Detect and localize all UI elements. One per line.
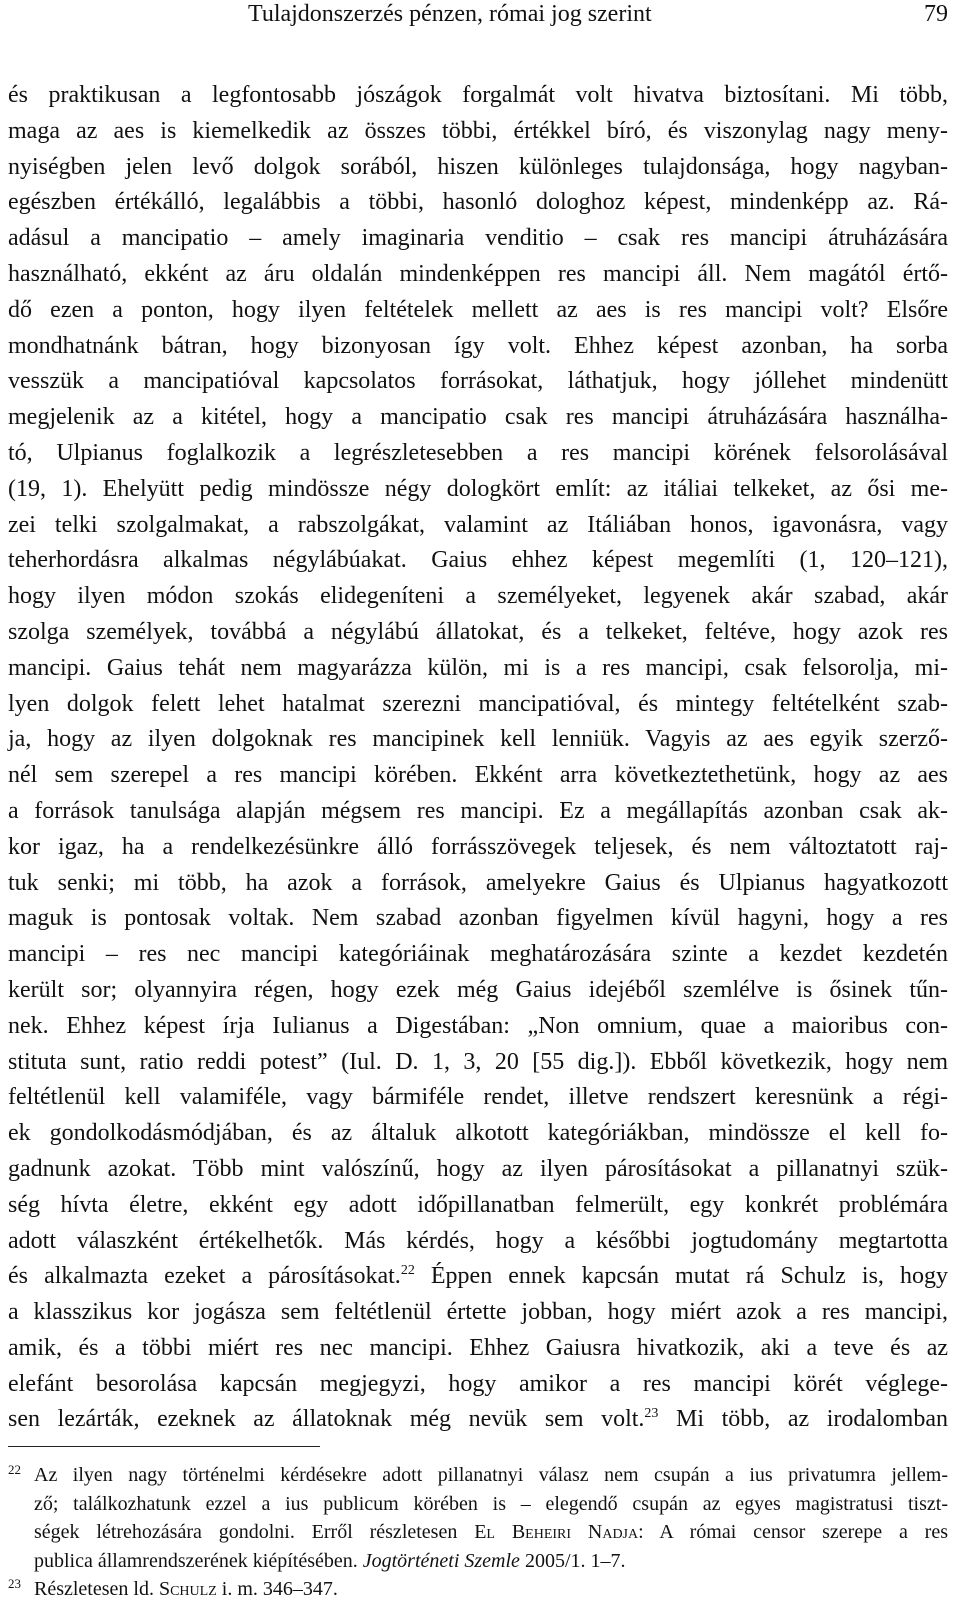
footnote-text: 2005/1. 1–7.: [519, 1549, 626, 1572]
body-line-text: sen lezárták, ezeknek az állatoknak még nevük sem volt.: [8, 1406, 645, 1433]
footnote-ref-22[interactable]: 22: [400, 1263, 415, 1279]
body-line: megjelenik az a kitétel, hogy a mancipatio csak res mancipi átruházására használha-: [8, 404, 948, 431]
journal-title: Jogtörténeti Szemle: [362, 1549, 520, 1572]
footnote-text: : A római censor szerepe a res: [638, 1521, 948, 1543]
body-line: hogy ilyen módon szokás elidegeníteni a személyeket, legyenek akár szabad, akár: [8, 583, 948, 610]
body-paragraph: [8, 78, 948, 1438]
body-line: került sor; olyannyira régen, hogy ezek még Gaius idejéből szemlélve is ősinek tűn-: [8, 976, 948, 1003]
body-line: adásul a mancipatio – amely imaginaria venditio – csak res mancipi átruházására: [8, 225, 948, 252]
body-line: zei telki szolgalmakat, a rabszolgákat, valamint az Itáliában honos, igavonásra, vagy: [8, 511, 948, 538]
footnote-number: 22: [8, 1462, 21, 1477]
body-line: elefánt besorolása kapcsán megjegyzi, hogy amikor a res mancipi körét véglege-: [8, 1370, 948, 1397]
footnote-text: publica államrendszerének kiépítésében.: [34, 1549, 363, 1572]
body-line: nél sem szerepel a res mancipi körében. Ekként arra következtethetünk, hogy az aes: [8, 762, 948, 789]
running-header-title: Tulajdonszerzés pénzen, római jog szerint: [248, 1, 652, 27]
body-line: tuk senki; mi több, ha azok a források, amelyekre Gaius és Ulpianus hagyatkozott: [8, 869, 948, 896]
footnotes: [8, 1461, 948, 1604]
body-line: maguk is pontosak voltak. Nem szabad azonban figyelmen kívül hagyni, hogy a res: [8, 905, 948, 932]
cited-author: Schulz: [158, 1578, 217, 1600]
body-line: gadnunk azokat. Több mint valószínű, hogy az ilyen párosításokat a pillanatnyi szük-: [8, 1155, 948, 1182]
body-line: nyiségben jelen levő dolgok sorából, hiszen különleges tulajdonsága, hogy nagyban-: [8, 153, 948, 180]
body-line: teherhordásra alkalmas négylábúakat. Gaius ehhez képest megemlíti (1, 120–121),: [8, 547, 948, 574]
body-line: ja, hogy az ilyen dolgoknak res mancipinek kell lenniük. Vagyis az aes egyik szerző-: [8, 726, 948, 753]
body-line: mancipi. Gaius tehát nem magyarázza külön, mi is a res mancipi, csak felsorolja, mi-: [8, 654, 948, 681]
body-line: maga az aes is kiemelkedik az összes többi, értékkel bíró, és viszonylag nagy meny-: [8, 117, 948, 144]
footnote-text: ségek létrehozására gondolni. Erről részletesen: [34, 1521, 475, 1543]
footnote-line: [34, 1547, 948, 1576]
footnote-line: [34, 1518, 948, 1547]
body-line: amik, és a többi miért res nec mancipi. Ehhez Gaiusra hivatkozik, aki a teve és az: [8, 1334, 948, 1361]
footnote-number: 23: [8, 1576, 21, 1591]
footnote-23: [8, 1575, 948, 1604]
body-line: kor igaz, ha a rendelkezésünkre álló forrásszövegek teljesek, és nem változtatott raj-: [8, 833, 948, 860]
body-line-text: és alkalmazta ezeket a párosításokat.: [8, 1263, 401, 1290]
body-line-text: Éppen ennek kapcsán mutat rá Schulz is, hogy: [414, 1263, 948, 1290]
body-line: dő ezen a ponton, hogy ilyen feltételek mellett az aes is res mancipi volt? Elsőre: [8, 296, 948, 323]
body-line: mondhatnánk bátran, hogy bizonyosan így volt. Ehhez képest azonban, ha sorba: [8, 332, 948, 359]
running-header: [0, 0, 960, 40]
body-line: egészben értékálló, legalábbis a többi, hasonló dologhoz képest, mindenképp az. Rá-: [8, 189, 948, 216]
body-line: ség hívta életre, ekként egy adott időpillanatban felmerült, egy konkrét problémára: [8, 1191, 948, 1218]
body-line: nek. Ehhez képest írja Iulianus a Digestában: „Non omnium, quae a maioribus con-: [8, 1012, 948, 1039]
body-line: tó, Ulpianus foglalkozik a legrészletesebben a res mancipi körének felsorolásával: [8, 439, 948, 466]
footnote-text: Részletesen ld.: [34, 1578, 159, 1600]
footnote-line: Az ilyen nagy történelmi kérdésekre adott pillanatnyi válasz nem csupán a ius privatumra jellem-: [34, 1464, 948, 1486]
body-line: [8, 1259, 948, 1295]
footnote-divider: [8, 1446, 320, 1447]
body-line: és praktikusan a legfontosabb jószágok forgalmát volt hivatva biztosítani. Mi több,: [8, 82, 948, 108]
cited-author: El Beheiri Nadja: [474, 1521, 639, 1543]
body-line: vesszük a mancipatióval kapcsolatos forrásokat, láthatjuk, hogy jóllehet mindenütt: [8, 368, 948, 395]
body-line: szolga személyek, továbbá a négylábú állatokat, és a telkeket, feltéve, hogy azok res: [8, 618, 948, 645]
body-line: stituta sunt, ratio reddi potest” (Iul. D. 1, 3, 20 [55 dig.]). Ebből következik, hogy nem: [8, 1048, 948, 1075]
footnote-text: i. m. 346–347.: [216, 1578, 338, 1600]
body-line: [8, 1402, 948, 1438]
body-line: a klasszikus kor jogásza sem feltétlenül értette jobban, hogy miért azok a res mancipi,: [8, 1299, 948, 1326]
body-line: (19, 1). Ehelyütt pedig mindössze négy dologkört említ: az itáliai telkeket, az ősi me-: [8, 475, 948, 502]
page-number: 79: [924, 1, 948, 27]
footnote-22: [8, 1461, 948, 1575]
body-line: adott válaszként értékelhetők. Más kérdés, hogy a későbbi jogtudomány megtartotta: [8, 1227, 948, 1254]
body-line: ek gondolkodásmódjában, és az általuk alkotott kategóriákban, mindössze el kell fo-: [8, 1120, 948, 1147]
body-line: feltétlenül kell valamiféle, vagy bármiféle rendet, illetve rendszert keresnünk a régi-: [8, 1084, 948, 1111]
footnote-line: [34, 1575, 948, 1604]
body-line: használható, ekként az áru oldalán mindenképpen res mancipi áll. Nem magától értő-: [8, 260, 948, 287]
body-line: lyen dolgok felett lehet hatalmat szerezni mancipatióval, és mintegy feltételként szab-: [8, 690, 948, 717]
footnote-line: ző; találkozhatunk ezzel a ius publicum körében is – elegendő csupán az egyes magistratusi tiszt-: [34, 1492, 948, 1515]
body-line: a források tanulsága alapján mégsem res mancipi. Ez a megállapítás azonban csak ak-: [8, 797, 948, 824]
body-line-text: Mi több, az irodalomban: [658, 1406, 948, 1433]
footnote-ref-23[interactable]: 23: [644, 1406, 659, 1422]
body-line: mancipi – res nec mancipi kategóriáinak meghatározására szinte a kezdet kezdetén: [8, 941, 948, 968]
